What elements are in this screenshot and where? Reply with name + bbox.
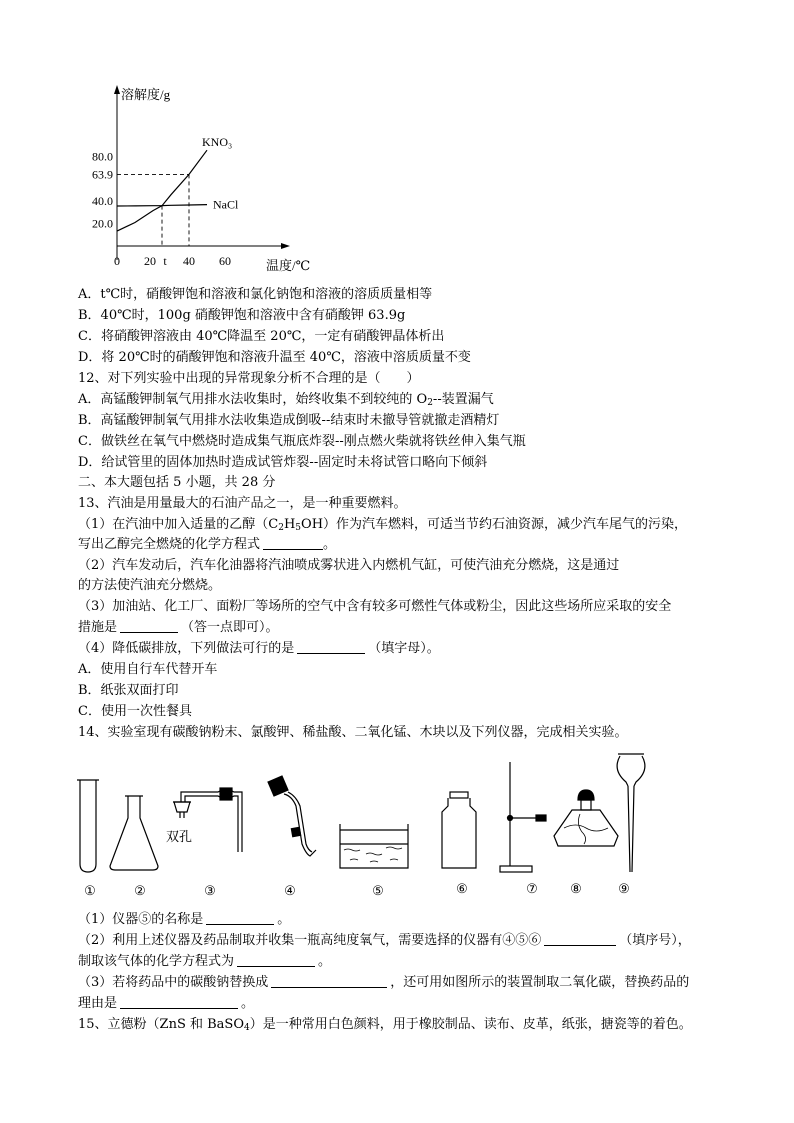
stopper-with-bent-tube-icon	[268, 776, 316, 856]
q12-option-b: B．高锰酸钾制氧气用排水法收集造成倒吸--结束时未撤导管就撤走酒精灯	[78, 413, 500, 428]
x-tick-label-4: 60	[219, 254, 231, 268]
apparatus-number-9: ⑨	[618, 882, 630, 897]
q13-part2-line1: （2）汽车发动后，汽车化油器将汽油喷成雾状进入内燃机气缸，可使汽油充分燃烧，这是通过	[78, 558, 620, 573]
q14-p1-pre: （1）仪器⑤的名称是	[78, 912, 204, 927]
x-tick-label-1: 20	[144, 254, 156, 268]
q12-option-c: C．做铁丝在氧气中燃烧时造成集气瓶底炸裂--刚点燃火柴就将铁丝伸入集气瓶	[78, 434, 526, 449]
q14-p2a-pre: （2）利用上述仪器及药品制取并收集一瓶高纯度氧气，需要选择的仪器有④⑤⑥	[78, 933, 542, 948]
q15-sub: 4	[244, 1023, 250, 1033]
x-tick-label-0: 0	[114, 254, 120, 268]
q13-p1-sub1: 2	[278, 523, 284, 533]
test-tube-icon	[77, 780, 99, 872]
q14-answer-blank-2b[interactable]	[237, 953, 315, 967]
apparatus-number-2: ②	[134, 884, 146, 899]
q12-option-a	[78, 391, 494, 412]
y-tick-label-2: 63.9	[92, 167, 113, 182]
q14-answer-blank-2a[interactable]	[544, 932, 616, 946]
q12-option-d: D．给试管里的固体加热时造成试管炸裂--固定时未将试管口略向下倾斜	[78, 455, 488, 470]
q13-part3-line1: （3）加油站、化工厂、面粉厂等场所的空气中含有较多可燃性气体或粉尘，因此这些场所应采取的安全	[78, 599, 672, 614]
x-tick-label-3: 40	[183, 254, 195, 268]
q13-part3-line2	[78, 619, 279, 637]
q13-answer-blank-3[interactable]	[120, 619, 178, 633]
q13-option-a: A．使用自行车代替开车	[78, 662, 218, 677]
q13-p4-pre: （4）降低碳排放，下列做法可行的是	[78, 641, 295, 656]
q13-part4	[78, 640, 440, 658]
q14-p3b-pre: 理由是	[78, 996, 118, 1011]
iron-stand-icon	[500, 762, 546, 872]
q13-option-c: C．使用一次性餐具	[78, 704, 192, 719]
q15-post: ）是一种常用白色颜料，用于橡胶制品、读布、皮革，纸张，搪瓷等的着色。	[249, 1017, 692, 1032]
q13-p1b-text: 写出乙醇完全燃烧的化学方程式	[78, 537, 261, 552]
q14-part2-line1	[78, 932, 691, 950]
q13-p1-pre: （1）在汽油中加入适量的乙醇（C	[78, 517, 279, 532]
q12-a-post: --装置漏气	[432, 392, 494, 407]
y-tick-label-3: 80.0	[92, 149, 113, 164]
q11-option-b: B．40℃时，100g 硝酸钾饱和溶液中含有硝酸钾 63.9g	[78, 308, 406, 323]
q14-answer-blank-3b[interactable]	[120, 995, 238, 1009]
q14-answer-blank-1[interactable]	[206, 911, 274, 925]
q13-answer-blank-4[interactable]	[297, 640, 365, 654]
section-two-heading: 二、本大题包括 5 小题，共 28 分	[78, 475, 276, 490]
q11-option-d: D．将 20℃时的硝酸钾饱和溶液升温至 40℃，溶液中溶质质量不变	[78, 350, 471, 365]
q13-p3b-post: （答一点即可）。	[181, 620, 279, 635]
gas-jar-icon	[442, 792, 476, 868]
thistle-funnel-icon	[617, 754, 645, 872]
q11-option-a: A．t℃时，硝酸钾饱和溶液和氯化钠饱和溶液的溶质质量相等	[78, 287, 433, 302]
x-axis-arrow	[281, 243, 290, 249]
q13-p1-sub2: 5	[295, 523, 302, 533]
apparatus-number-4: ④	[284, 884, 296, 899]
q13-option-b: B．纸张双面打印	[78, 683, 179, 698]
q14-p3a-post: ，还可用如图所示的装置制取二氧化碳，替换药品的	[390, 975, 690, 990]
series-label-0: KNO₃	[202, 135, 233, 150]
q11-option-c: C．将硝酸钾溶液由 40℃降温至 20℃，一定有硝酸钾晶体析出	[78, 329, 445, 344]
q12-stem: 12、对下列实验中出现的异常现象分析不合理的是（ ）	[78, 371, 420, 386]
q14-answer-blank-3a[interactable]	[271, 974, 387, 988]
apparatus-number-1: ①	[84, 884, 96, 899]
q14-p2b-pre: 制取该气体的化学方程式为	[78, 954, 235, 969]
q13-stem: 13、汽油是用量最大的石油产品之一，是一种重要燃料。	[78, 496, 407, 511]
q14-part1	[78, 911, 290, 929]
q12-a-pre: A．高锰酸钾制氧气用排水法收集时，始终收集不到较纯的 O	[78, 392, 428, 407]
series-line-0	[117, 150, 207, 231]
water-trough-icon	[340, 824, 408, 868]
y-tick-label-1: 40.0	[92, 194, 113, 209]
q14-p3b-post: 。	[241, 996, 255, 1011]
q14-part3-line1	[78, 974, 689, 992]
conical-flask-icon	[110, 796, 158, 870]
q13-p4-post: （填字母）。	[368, 641, 440, 656]
q14-p3a-pre: （3）若将药品中的碳酸钠替换成	[78, 975, 269, 990]
x-tick-label-2: t	[163, 254, 167, 268]
q13-part1-line1	[78, 516, 687, 537]
apparatus-number-7: ⑦	[526, 882, 538, 897]
y-axis-arrow	[114, 85, 120, 94]
q15-pre: 15、立德粉（ZnS 和 BaSO	[78, 1017, 244, 1032]
alcohol-lamp-icon	[554, 790, 618, 846]
q13-p3b-pre: 措施是	[78, 620, 118, 635]
q13-p1-post: OH）作为汽车燃料，可适当节约石油资源，减少汽车尾气的污染，	[301, 517, 688, 532]
q13-part2-line2: 的方法使汽油充分燃烧。	[78, 578, 222, 593]
apparatus-figure	[70, 748, 670, 880]
q12-a-sub: 2	[427, 398, 433, 408]
q14-p2b-post: 。	[318, 954, 332, 969]
apparatus-number-5: ⑤	[372, 884, 384, 899]
y-tick-label-0: 20.0	[92, 216, 113, 231]
q14-part2-line2	[78, 953, 331, 971]
shuangkong-label: 双孔	[166, 830, 193, 845]
q14-p2a-post: （填序号），	[619, 933, 691, 948]
q14-part3-line2	[78, 995, 254, 1013]
apparatus-number-8: ⑧	[570, 882, 582, 897]
y-axis-label: 溶解度/g	[121, 87, 171, 102]
q15-stem	[78, 1016, 692, 1037]
q13-p1-mid: H	[283, 517, 296, 532]
q14-stem: 14、实验室现有碳酸钠粉末、氯酸钾、稀盐酸、二氧化锰、木块以及下列仪器，完成相关实验。	[78, 725, 628, 740]
series-label-1: NaCl	[213, 197, 239, 212]
q13-p1b-end: 。	[323, 537, 337, 552]
apparatus-number-3: ③	[204, 884, 216, 899]
q14-p1-post: 。	[277, 912, 291, 927]
q13-answer-blank-1[interactable]	[263, 536, 323, 550]
q13-part1-line2	[78, 536, 336, 554]
solubility-chart	[80, 80, 340, 280]
apparatus-number-6: ⑥	[456, 882, 468, 897]
x-axis-label: 温度/℃	[266, 258, 311, 273]
